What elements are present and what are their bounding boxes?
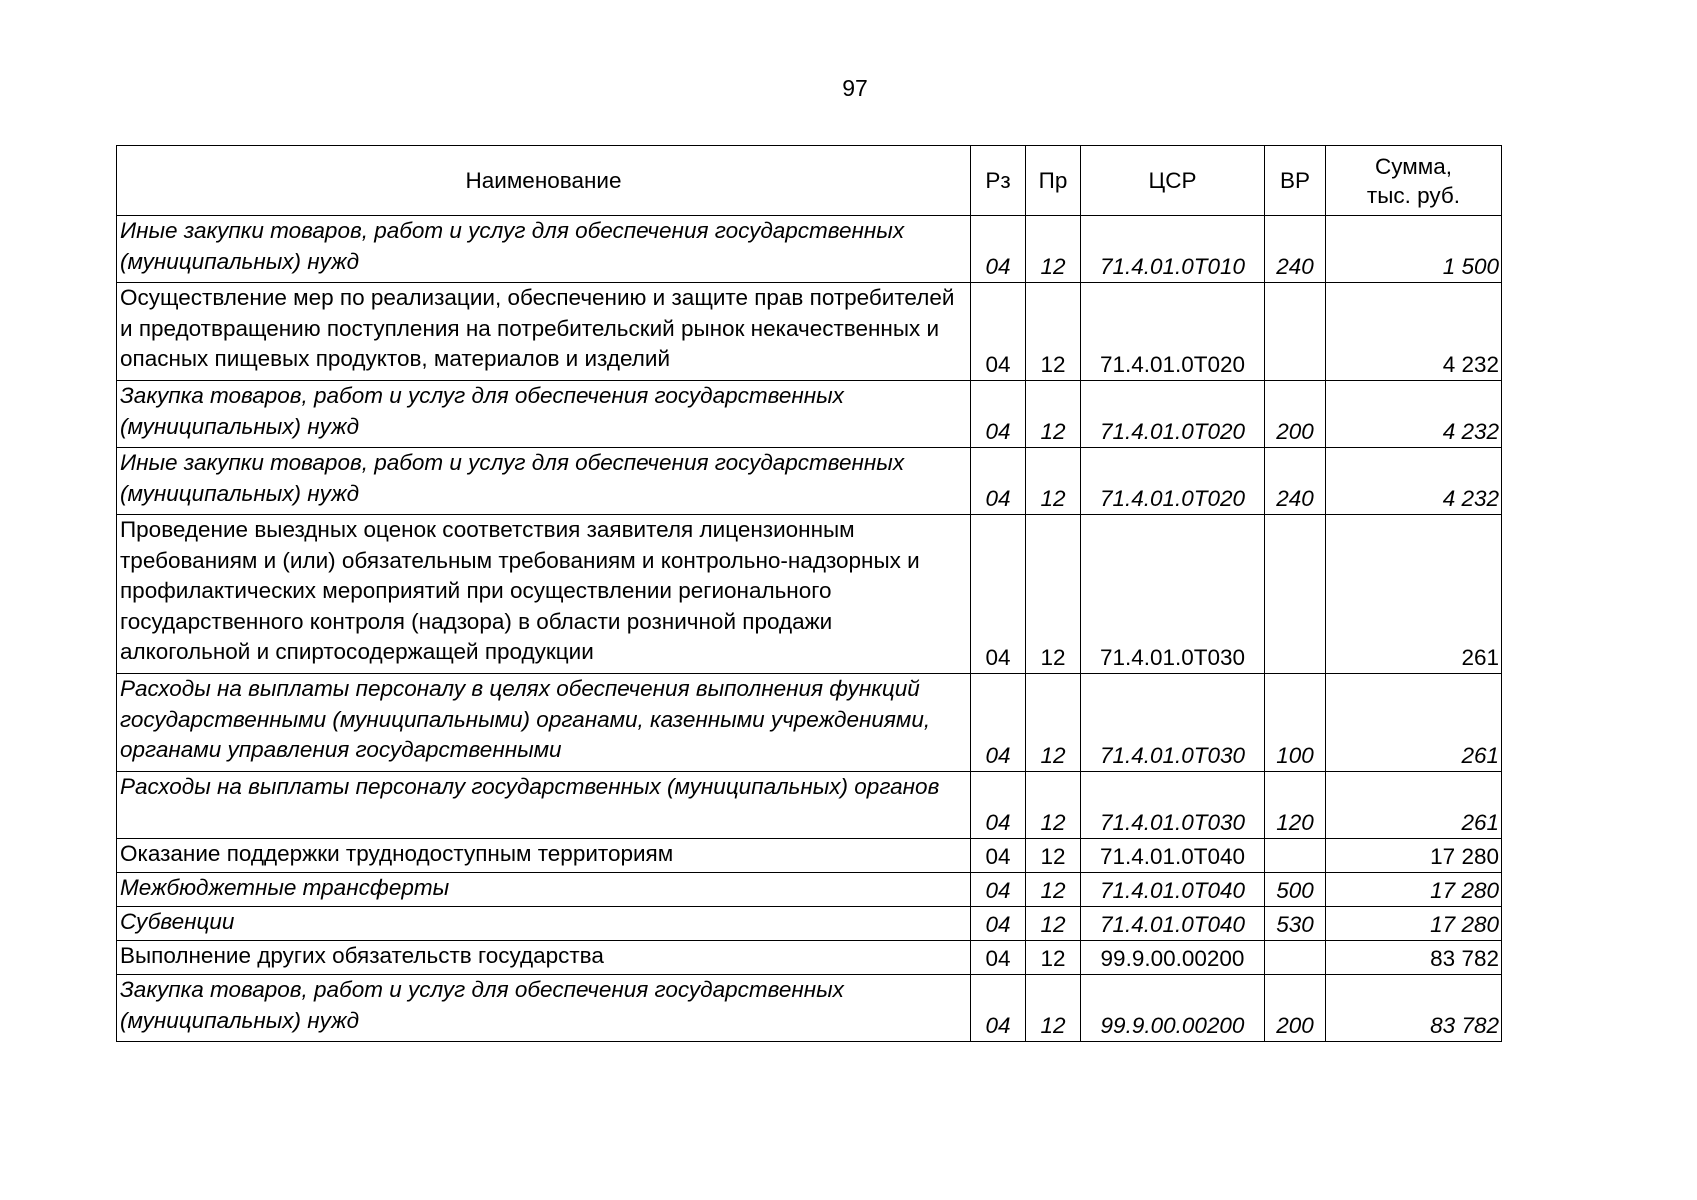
table-row: [117, 975, 1502, 1042]
row-name: Закупка товаров, работ и услуг для обеспечения государственных (муниципальных) нужд: [117, 381, 971, 448]
table-row: [117, 873, 1502, 907]
row-rz: 04: [971, 448, 1026, 515]
row-vr: [1265, 515, 1326, 674]
row-name: Оказание поддержки труднодоступным территориям: [117, 839, 971, 873]
header-sum-line1: Сумма,: [1375, 153, 1452, 179]
row-pr: 12: [1026, 448, 1081, 515]
row-rz: 04: [971, 975, 1026, 1042]
row-pr: 12: [1026, 283, 1081, 381]
row-vr: 100: [1265, 674, 1326, 772]
table-row: [117, 907, 1502, 941]
header-sum-line2: тыс. руб.: [1366, 182, 1461, 208]
row-vr: 200: [1265, 975, 1326, 1042]
header-rz: Рз: [971, 146, 1026, 216]
row-name: Межбюджетные трансферты: [117, 873, 971, 907]
row-rz: 04: [971, 283, 1026, 381]
row-sum: 17 280: [1326, 873, 1502, 907]
row-sum: 261: [1326, 515, 1502, 674]
row-sum: 4 232: [1326, 381, 1502, 448]
row-sum: 83 782: [1326, 941, 1502, 975]
table-row: [117, 448, 1502, 515]
row-name: Выполнение других обязательств государства: [117, 941, 971, 975]
row-csr: 71.4.01.0Т020: [1081, 283, 1265, 381]
row-name: Субвенции: [117, 907, 971, 941]
row-pr: 12: [1026, 839, 1081, 873]
row-rz: 04: [971, 216, 1026, 283]
header-csr: ЦСР: [1081, 146, 1265, 216]
table-row: [117, 839, 1502, 873]
row-vr: 500: [1265, 873, 1326, 907]
page-number: 97: [842, 75, 868, 101]
row-rz: 04: [971, 772, 1026, 839]
row-csr: 71.4.01.0Т030: [1081, 674, 1265, 772]
row-vr: [1265, 941, 1326, 975]
row-name: Закупка товаров, работ и услуг для обеспечения государственных (муниципальных) нужд: [117, 975, 971, 1042]
row-name: Иные закупки товаров, работ и услуг для обеспечения государственных (муниципальных) нужд: [117, 448, 971, 515]
row-rz: 04: [971, 941, 1026, 975]
row-vr: 240: [1265, 216, 1326, 283]
row-name: Осуществление мер по реализации, обеспечению и защите прав потребителей и предотвращению поступления на потребительский рынок некачественных и опасных пищевых продуктов, материалов и изделий: [117, 283, 971, 381]
row-rz: 04: [971, 873, 1026, 907]
row-pr: 12: [1026, 515, 1081, 674]
row-rz: 04: [971, 839, 1026, 873]
row-csr: 71.4.01.0Т010: [1081, 216, 1265, 283]
table-row: [117, 515, 1502, 674]
row-vr: [1265, 839, 1326, 873]
row-pr: 12: [1026, 907, 1081, 941]
header-sum: [1326, 146, 1502, 216]
row-csr: 71.4.01.0Т040: [1081, 907, 1265, 941]
header-vr: ВР: [1265, 146, 1326, 216]
table-row: [117, 283, 1502, 381]
row-vr: 120: [1265, 772, 1326, 839]
row-csr: 71.4.01.0Т030: [1081, 515, 1265, 674]
row-rz: 04: [971, 907, 1026, 941]
row-sum: 1 500: [1326, 216, 1502, 283]
budget-table: [116, 145, 1502, 1042]
row-name: Иные закупки товаров, работ и услуг для обеспечения государственных (муниципальных) нужд: [117, 216, 971, 283]
table-header-row: [117, 146, 1502, 216]
row-vr: [1265, 283, 1326, 381]
row-sum: 83 782: [1326, 975, 1502, 1042]
row-sum: 17 280: [1326, 839, 1502, 873]
row-rz: 04: [971, 674, 1026, 772]
row-csr: 71.4.01.0Т040: [1081, 873, 1265, 907]
row-name: Расходы на выплаты персоналу в целях обеспечения выполнения функций государственными (муниципальными) органами, казенными учреждениями, органами управления государственными: [117, 674, 971, 772]
row-rz: 04: [971, 515, 1026, 674]
row-vr: 200: [1265, 381, 1326, 448]
row-sum: 17 280: [1326, 907, 1502, 941]
table-row: [117, 216, 1502, 283]
table-row: [117, 381, 1502, 448]
row-pr: 12: [1026, 216, 1081, 283]
row-csr: 99.9.00.00200: [1081, 941, 1265, 975]
row-name: Проведение выездных оценок соответствия заявителя лицензионным требованиям и (или) обязательным требованиям и контрольно-надзорных и профилактических мероприятий при осуществлении регионального государственного контроля (надзора) в области розничной продажи алкогольной и спиртосодержащей продукции: [117, 515, 971, 674]
row-sum: 261: [1326, 772, 1502, 839]
row-pr: 12: [1026, 772, 1081, 839]
header-name: Наименование: [117, 146, 971, 216]
row-pr: 12: [1026, 381, 1081, 448]
row-pr: 12: [1026, 975, 1081, 1042]
row-pr: 12: [1026, 674, 1081, 772]
row-csr: 71.4.01.0Т020: [1081, 448, 1265, 515]
table-row: [117, 772, 1502, 839]
row-pr: 12: [1026, 873, 1081, 907]
row-sum: 4 232: [1326, 283, 1502, 381]
row-sum: 4 232: [1326, 448, 1502, 515]
row-csr: 99.9.00.00200: [1081, 975, 1265, 1042]
row-csr: 71.4.01.0Т040: [1081, 839, 1265, 873]
row-csr: 71.4.01.0Т020: [1081, 381, 1265, 448]
row-vr: 530: [1265, 907, 1326, 941]
table-row: [117, 941, 1502, 975]
row-vr: 240: [1265, 448, 1326, 515]
row-sum: 261: [1326, 674, 1502, 772]
table-row: [117, 674, 1502, 772]
row-rz: 04: [971, 381, 1026, 448]
row-name: Расходы на выплаты персоналу государственных (муниципальных) органов: [117, 772, 971, 839]
row-pr: 12: [1026, 941, 1081, 975]
header-pr: Пр: [1026, 146, 1081, 216]
row-csr: 71.4.01.0Т030: [1081, 772, 1265, 839]
